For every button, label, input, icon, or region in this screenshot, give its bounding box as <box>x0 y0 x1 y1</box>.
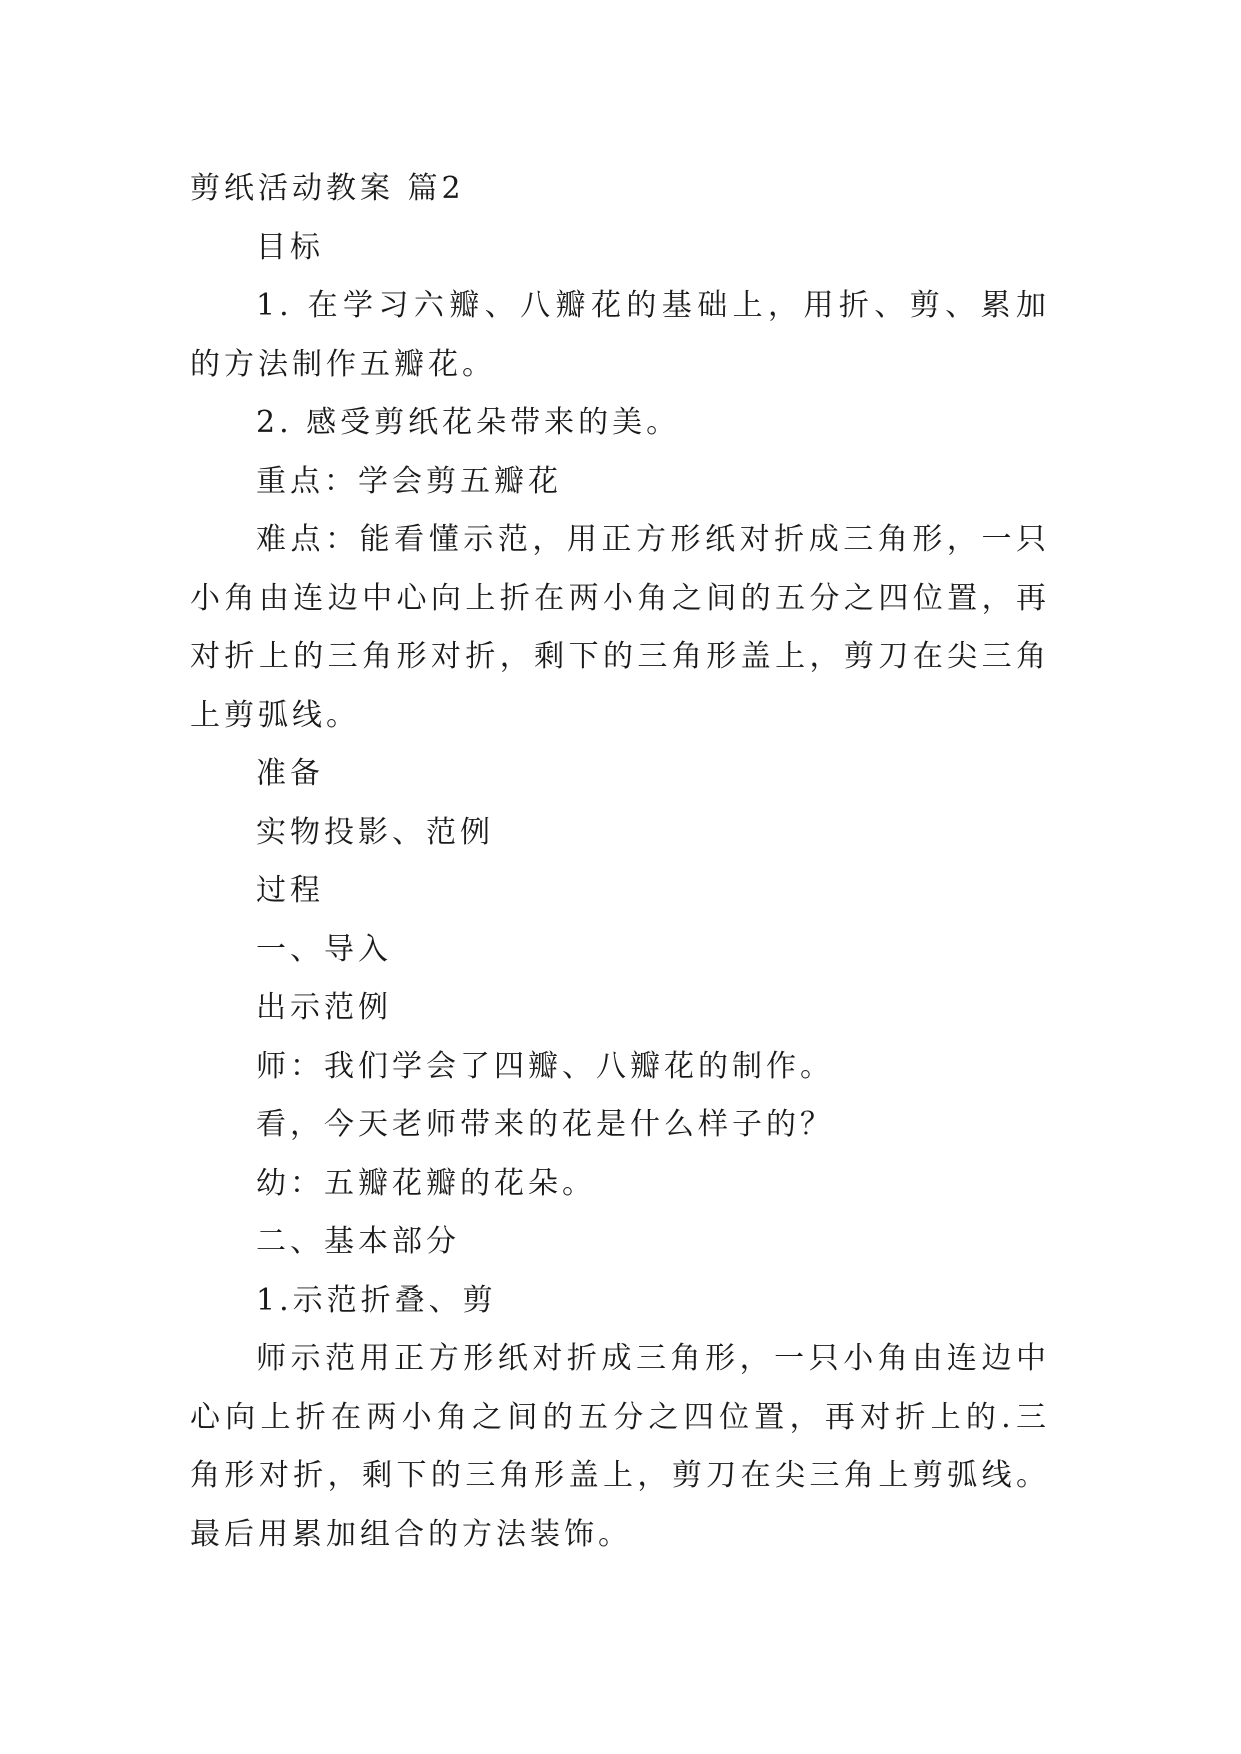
document-body <box>190 160 1050 1564</box>
step-1-heading: 1.示范折叠、剪 <box>256 1282 497 1318</box>
goals-heading: 目标 <box>256 229 324 265</box>
difficulty-paragraph: 难点：能看懂示范，用正方形纸对折成三角形，一只小角由连边中心向上折在两小角之间的五分之四位置，再对折上的三角形对折，剩下的三角形盖上，剪刀在尖三角上剪弧线。 <box>190 522 1050 733</box>
document-title: 剪纸活动教案 篇2 <box>190 171 465 206</box>
section-intro-heading: 一、导入 <box>256 931 392 967</box>
goal-item-1: 1. 在学习六瓣、八瓣花的基础上，用折、剪、累加的方法制作五瓣花。 <box>190 288 1050 382</box>
preparation-heading: 准备 <box>256 756 324 791</box>
step-1-paragraph: 师示范用正方形纸对折成三角形，一只小角由连边中心向上折在两小角之间的五分之四位置，再对折上的.三角形对折，剩下的三角形盖上，剪刀在尖三角上剪弧线。最后用累加组合的方法装饰。 <box>190 1341 1050 1552</box>
child-answer-line: 幼：五瓣花瓣的花朵。 <box>256 1165 596 1201</box>
goal-item-2: 2. 感受剪纸花朵带来的美。 <box>256 405 681 440</box>
preparation-items: 实物投影、范例 <box>256 814 494 850</box>
teacher-question-line: 看，今天老师带来的花是什么样子的？ <box>256 1107 834 1142</box>
process-heading: 过程 <box>256 873 324 908</box>
teacher-line: 师：我们学会了四瓣、八瓣花的制作。 <box>256 1048 834 1084</box>
show-example-line: 出示范例 <box>256 990 392 1025</box>
section-main-heading: 二、基本部分 <box>256 1224 460 1259</box>
key-point: 重点：学会剪五瓣花 <box>256 463 562 499</box>
